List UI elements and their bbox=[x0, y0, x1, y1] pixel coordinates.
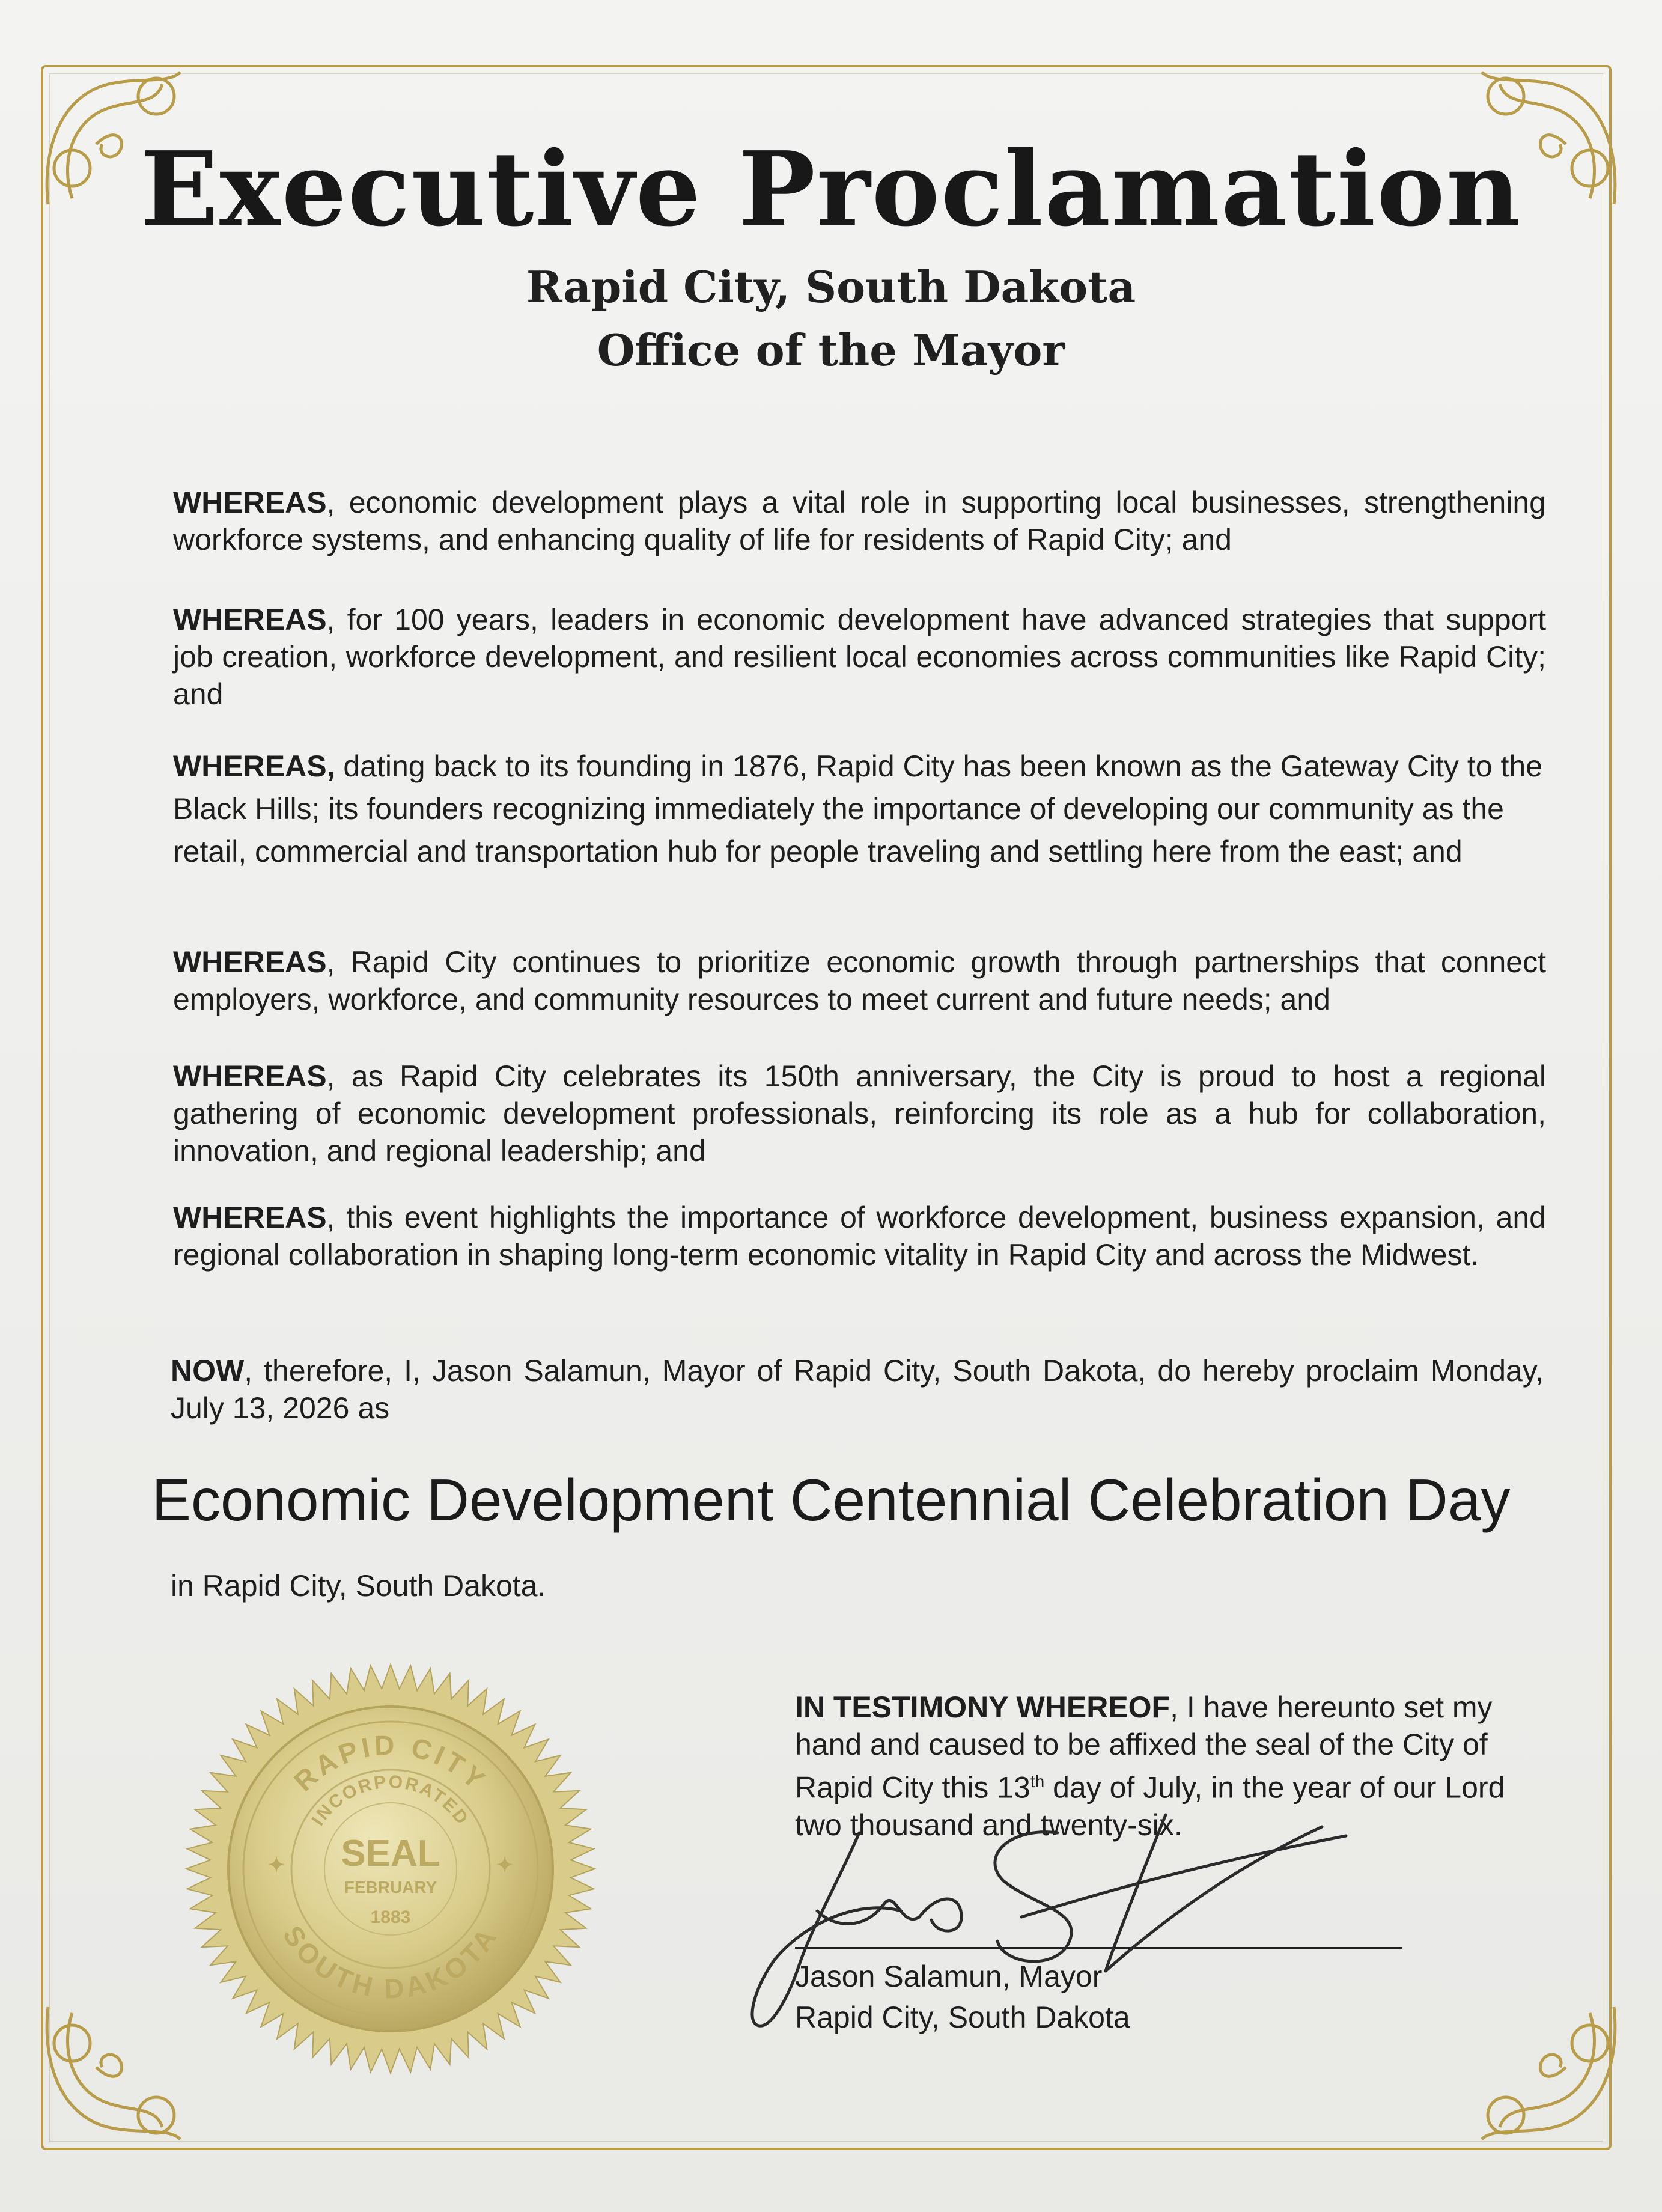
clause-text: dating back to its founding in 1876, Rapid City has been known as the Gateway City to the Black Hills; its founders recognizing immediately the importance of developing our community as the retail, commercial and transportation hub for people traveling and settling here from the east; and bbox=[173, 749, 1543, 868]
whereas-clause-5 bbox=[173, 1058, 1546, 1169]
corner-flourish-bottom-right-icon bbox=[1470, 1995, 1626, 2151]
seal-ring-text: INCORPORATED bbox=[308, 1772, 473, 1830]
seal-top-text: RAPID CITY bbox=[287, 1729, 494, 1797]
clause-lead: WHEREAS bbox=[173, 486, 327, 519]
signer-place: Rapid City, South Dakota bbox=[795, 2000, 1130, 2034]
proclamation-title: Executive Proclamation bbox=[140, 129, 1522, 249]
svg-text:✦: ✦ bbox=[267, 1854, 285, 1877]
clause-text: , therefore, I, Jason Salamun, Mayor of Rapid City, South Dakota, do hereby proclaim Monday, July 13, 2026 as bbox=[171, 1354, 1544, 1425]
whereas-clause-3 bbox=[173, 745, 1546, 873]
corner-flourish-bottom-left-icon bbox=[36, 1995, 192, 2151]
testimony-text-before: , I have hereunto set my hand and caused to be affixed the seal of the City of Rapid City this 13 bbox=[795, 1690, 1493, 1805]
city-subtitle: Rapid City, South Dakota bbox=[526, 261, 1136, 312]
clause-text: , as Rapid City celebrates its 150th anniversary, the City is proud to host a regional gathering of economic development professionals, reinforcing its role as a hub for collaboration, innovation, and regional leadership; and bbox=[173, 1059, 1546, 1168]
signer-block bbox=[795, 1956, 1130, 2038]
testimony-lead: IN TESTIMONY WHEREOF bbox=[795, 1690, 1170, 1724]
whereas-clause-1 bbox=[173, 484, 1546, 558]
clause-lead: WHEREAS bbox=[173, 1201, 327, 1234]
clause-lead: WHEREAS bbox=[173, 945, 327, 979]
proclamation-place: in Rapid City, South Dakota. bbox=[171, 1569, 546, 1603]
office-subtitle: Office of the Mayor bbox=[597, 324, 1065, 376]
whereas-clause-4 bbox=[173, 943, 1546, 1018]
seal-center-text: SEAL bbox=[341, 1833, 440, 1874]
seal-bottom-text: SOUTH DAKOTA bbox=[276, 1920, 505, 2005]
seal-month-text: FEBRUARY bbox=[344, 1878, 437, 1897]
clause-text: , this event highlights the importance of workforce development, business expansion, and regional collaboration in shaping long-term economic vitality in Rapid City and across the Midwest. bbox=[173, 1201, 1546, 1272]
whereas-clause-2 bbox=[173, 601, 1546, 713]
clause-lead: NOW bbox=[171, 1354, 245, 1388]
ordinal-suffix: th bbox=[1030, 1772, 1045, 1791]
clause-text: , for 100 years, leaders in economic development have advanced strategies that support job creation, workforce development, and resilient local economies across communities like Rapid City; and bbox=[173, 603, 1546, 711]
whereas-clause-6 bbox=[173, 1199, 1546, 1273]
clause-lead: WHEREAS, bbox=[173, 749, 335, 783]
seal-year-text: 1883 bbox=[370, 1907, 411, 1927]
city-gold-seal-icon bbox=[180, 1659, 601, 2079]
svg-text:✦: ✦ bbox=[496, 1854, 514, 1877]
clause-text: , economic development plays a vital role in supporting local businesses, strengthening workforce systems, and enhancing quality of life for residents of Rapid City; and bbox=[173, 486, 1546, 556]
proclaimed-day-name: Economic Development Centennial Celebration Day bbox=[151, 1467, 1511, 1533]
now-therefore-clause bbox=[171, 1352, 1544, 1427]
testimony-text-after: day of July, in the year of our Lord two thousand and twenty-six. bbox=[795, 1770, 1505, 1842]
clause-lead: WHEREAS bbox=[173, 603, 327, 636]
clause-text: , Rapid City continues to prioritize economic growth through partnerships that connect employers, workforce, and community resources to meet current and future needs; and bbox=[173, 945, 1546, 1016]
clause-lead: WHEREAS bbox=[173, 1059, 327, 1093]
signer-name: Jason Salamun, Mayor bbox=[795, 1960, 1103, 1993]
